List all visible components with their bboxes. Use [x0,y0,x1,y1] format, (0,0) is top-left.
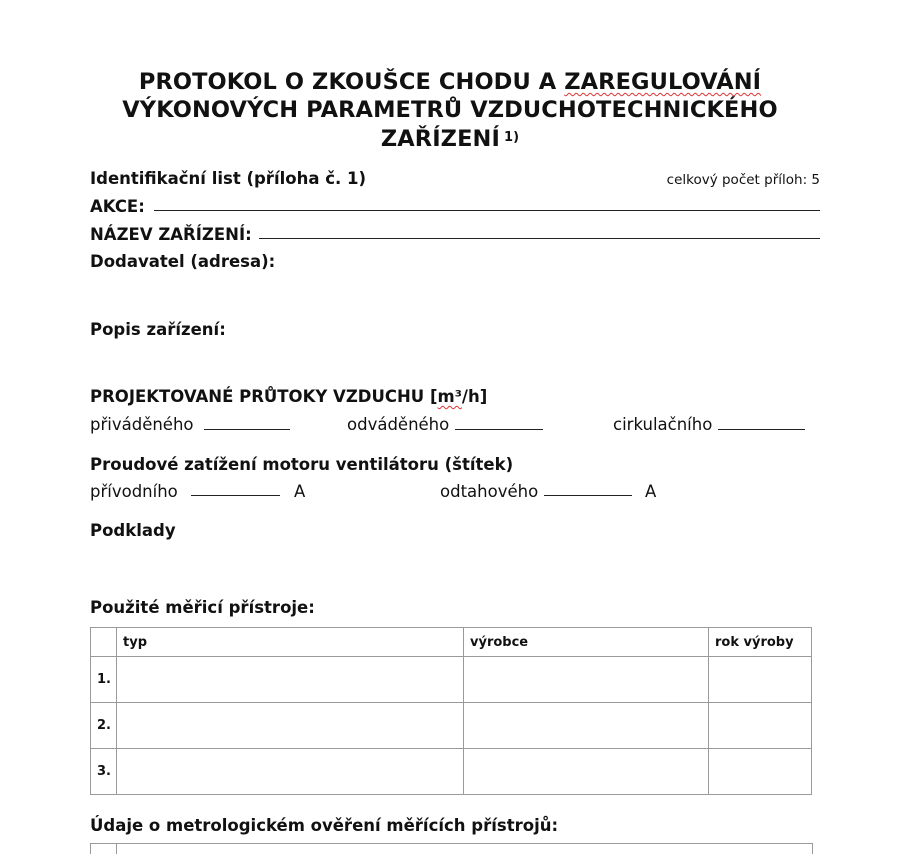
table-cell-rok-vyroby[interactable] [709,703,812,749]
title-line-2: VÝKONOVÝCH PARAMETRŮ VZDUCHOTECHNICKÉHO [122,97,778,123]
dodavatel-label: Dodavatel (adresa): [90,252,276,271]
akce-label: AKCE: [90,197,145,216]
title-line-1: PROTOKOL O ZKOUŠCE CHODU A ZAREGULOVÁNÍ [138,69,762,95]
motor-exhaust-label: odtahového [440,482,539,501]
table-header-vyrobce: výrobce [464,628,709,657]
nazev-zarizeni-label: NÁZEV ZAŘÍZENÍ: [90,225,252,244]
podklady-label: Podklady [90,521,176,540]
motor-exhaust-unit: A [645,482,657,501]
airflow-unit: m³ [437,387,462,406]
popis-zarizeni-label: Popis zařízení: [90,320,226,339]
akce-input-line[interactable] [154,210,820,211]
table-cell-rok-vyroby[interactable] [709,657,812,703]
airflow-supply-label: přiváděného [90,415,194,434]
airflow-supply-input-line[interactable] [204,429,290,430]
attachments-count: celkový počet příloh: 5 [666,172,820,188]
airflow-circulation-label: cirkulačního [613,415,713,434]
instruments-table [90,627,812,795]
table-cell-rok-vyroby[interactable] [709,749,812,795]
title-footnote: 1) [503,130,520,145]
row-number: 1. [91,657,117,703]
metrology-heading: Údaje o metrologickém ověření měřících přístrojů: [90,816,559,835]
row-number: 2. [91,703,117,749]
table-cell-vyrobce[interactable] [464,749,709,795]
table-row [91,657,812,703]
document-title [60,68,840,153]
motor-supply-unit: A [294,482,306,501]
table-cell-typ[interactable] [117,703,464,749]
metrology-table-divider [116,844,117,854]
motor-exhaust-input-line[interactable] [544,495,632,496]
motor-supply-input-line[interactable] [191,495,280,496]
table-cell-vyrobce[interactable] [464,703,709,749]
title-line-3: ZAŘÍZENÍ $^{1)}$ [380,126,520,152]
title-misspelled-word: ZAREGULOVÁNÍ [564,69,762,95]
airflow-exhaust-input-line[interactable] [455,429,543,430]
table-header-rok-vyroby: rok výroby [709,628,812,657]
airflow-heading: PROJEKTOVANÉ PRŮTOKY VZDUCHU [m³/h] [90,387,488,406]
identification-label: Identifikační list (příloha č. 1) [90,169,367,188]
row-number: 3. [91,749,117,795]
table-row [91,749,812,795]
table-header-index [91,628,117,657]
nazev-zarizeni-input-line[interactable] [259,238,820,239]
motor-supply-label: přívodního [90,482,178,501]
instruments-heading: Použité měřicí přístroje: [90,598,315,617]
airflow-exhaust-label: odváděného [347,415,450,434]
table-cell-typ[interactable] [117,657,464,703]
table-cell-typ[interactable] [117,749,464,795]
table-header-typ: typ [117,628,464,657]
table-cell-vyrobce[interactable] [464,657,709,703]
metrology-table-top [90,843,813,854]
table-row [91,703,812,749]
instruments-table-header [91,628,812,657]
airflow-circulation-input-line[interactable] [718,429,805,430]
motor-load-heading: Proudové zatížení motoru ventilátoru (štítek) [90,455,514,474]
